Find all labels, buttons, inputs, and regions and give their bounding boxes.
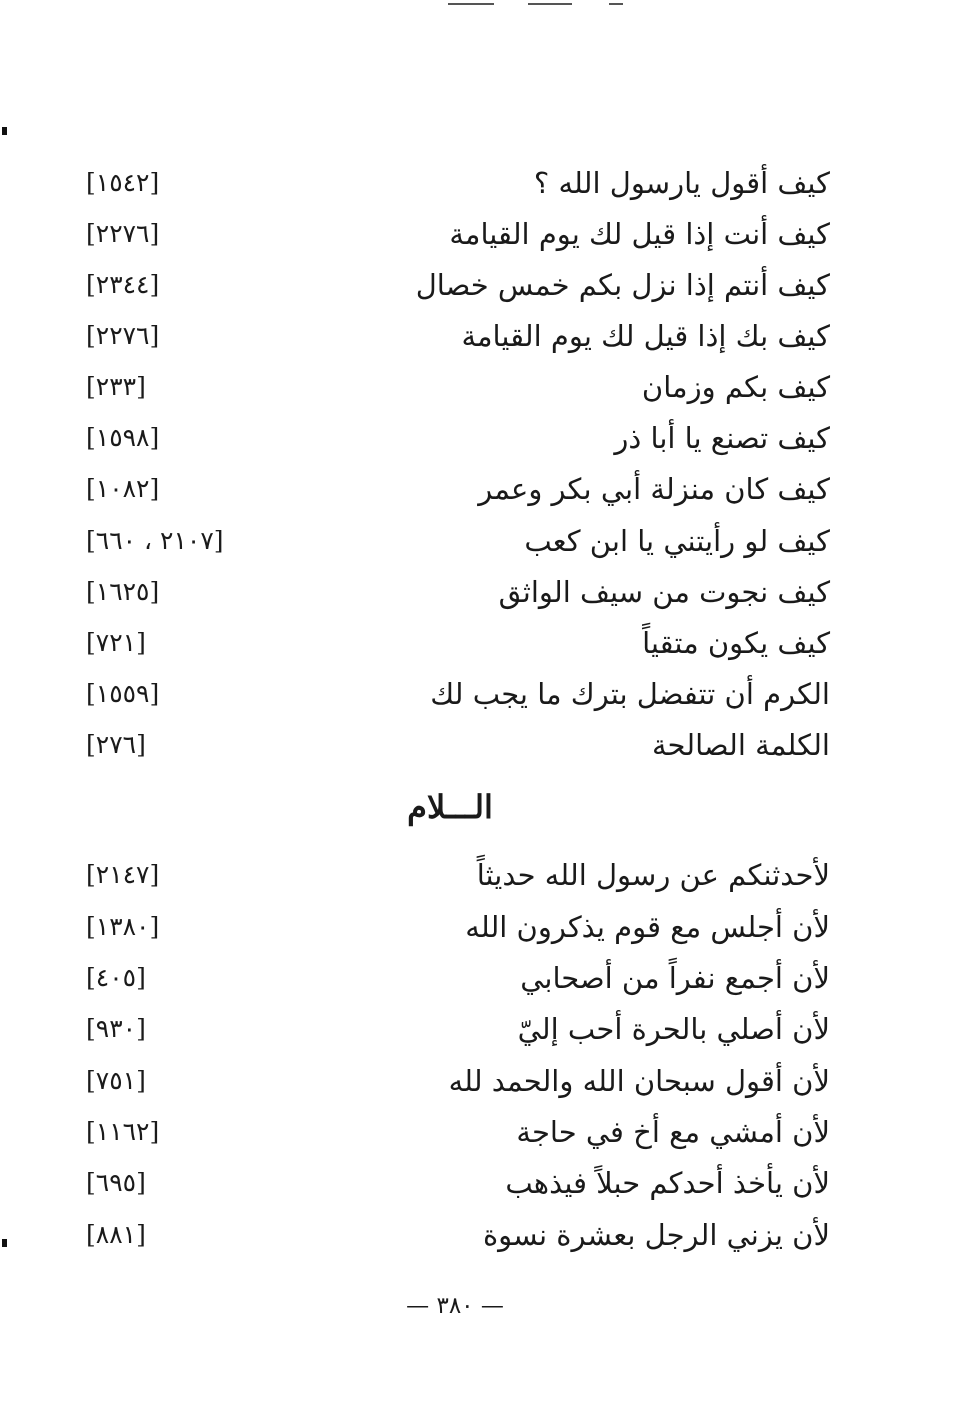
index-entry	[0, 1210, 955, 1260]
index-entry	[0, 953, 955, 1003]
index-entry	[0, 413, 955, 463]
page-number: — ٣٨٠ —	[406, 1293, 504, 1319]
entry-reference: [٢٣٤٤]	[86, 270, 160, 299]
index-entry	[0, 362, 955, 412]
entry-text: لأن أقول سبحان الله والحمد لله	[448, 1064, 830, 1098]
entry-reference: [٢١٤٧]	[86, 860, 160, 889]
top-rule	[609, 3, 623, 5]
entry-text: لأحدثنكم عن رسول الله حديثاً	[476, 858, 830, 892]
entry-text: الكرم أن تتفضل بترك ما يجب لك	[430, 677, 830, 711]
entry-reference: [٢٢٧٦]	[86, 219, 160, 248]
entry-reference: [٢١٠٧ ، ٦٦٠]	[86, 526, 224, 555]
top-rule	[528, 3, 572, 5]
entry-reference: [١٥٥٩]	[86, 679, 160, 708]
entry-reference: [٢٢٧٦]	[86, 321, 160, 350]
entry-reference: [٧٢١]	[86, 628, 146, 657]
entry-reference: [٤٠٥]	[86, 963, 146, 992]
index-entry	[0, 209, 955, 259]
section-heading: الـــلام	[407, 788, 493, 826]
index-entry	[0, 850, 955, 900]
entry-reference: [١٦٢٥]	[86, 577, 160, 606]
index-entry	[0, 260, 955, 310]
entry-reference: [٨٨١]	[86, 1220, 146, 1249]
entry-text: كيف بكم وزمان	[641, 370, 830, 404]
index-entry	[0, 158, 955, 208]
index-entry	[0, 720, 955, 770]
index-entry	[0, 1158, 955, 1208]
entry-text: كيف لو رأيتني يا ابن كعب	[524, 524, 830, 558]
entry-text: كيف أقول يارسول الله ؟	[533, 166, 830, 200]
entry-reference: [٧٥١]	[86, 1066, 146, 1095]
entry-text: لأن أصلي بالحرة أحب إليّ	[517, 1012, 830, 1046]
entry-reference: [٢٣٣]	[86, 372, 146, 401]
index-entry	[0, 1004, 955, 1054]
entry-text: كيف يكون متقياً	[642, 626, 830, 660]
index-entry	[0, 618, 955, 668]
entry-text: لأن أجمع نفراً من أصحابي	[520, 961, 830, 995]
entry-text: لأن أمشي مع أخ في حاجة	[516, 1115, 830, 1149]
index-entry	[0, 669, 955, 719]
entry-reference: [٦٩٥]	[86, 1168, 146, 1197]
entry-text: لأن أجلس مع قوم يذكرون الله	[465, 910, 830, 944]
scan-speck	[2, 127, 7, 135]
entry-text: كيف تصنع يا أبا ذر	[614, 421, 830, 455]
index-entry	[0, 516, 955, 566]
index-entry	[0, 902, 955, 952]
entry-text: كيف كان منزلة أبي بكر وعمر	[478, 472, 830, 506]
entry-reference: [١٠٨٢]	[86, 474, 160, 503]
entry-reference: [١٥٩٨]	[86, 423, 160, 452]
index-entry	[0, 311, 955, 361]
entry-reference: [١١٦٢]	[86, 1117, 160, 1146]
entry-text: الكلمة الصالحة	[651, 728, 830, 762]
entry-text: كيف نجوت من سيف الواثق	[498, 575, 830, 609]
index-entry	[0, 567, 955, 617]
entry-text: كيف بك إذا قيل لك يوم القيامة	[461, 319, 830, 353]
entry-text: كيف أنتم إذا نزل بكم خمس خصال	[415, 268, 830, 302]
entry-reference: [١٥٤٢]	[86, 168, 160, 197]
entry-reference: [١٣٨٠]	[86, 912, 160, 941]
index-entry	[0, 464, 955, 514]
entry-reference: [٢٧٦]	[86, 730, 146, 759]
index-entry	[0, 1107, 955, 1157]
entry-reference: [٩٣٠]	[86, 1014, 146, 1043]
entry-text: لأن يزني الرجل بعشرة نسوة	[482, 1218, 830, 1252]
entry-text: كيف أنت إذا قيل لك يوم القيامة	[449, 217, 830, 251]
top-rule	[448, 3, 494, 5]
entry-text: لأن يأخذ أحدكم حبلاً فيذهب	[505, 1166, 830, 1200]
index-entry	[0, 1056, 955, 1106]
